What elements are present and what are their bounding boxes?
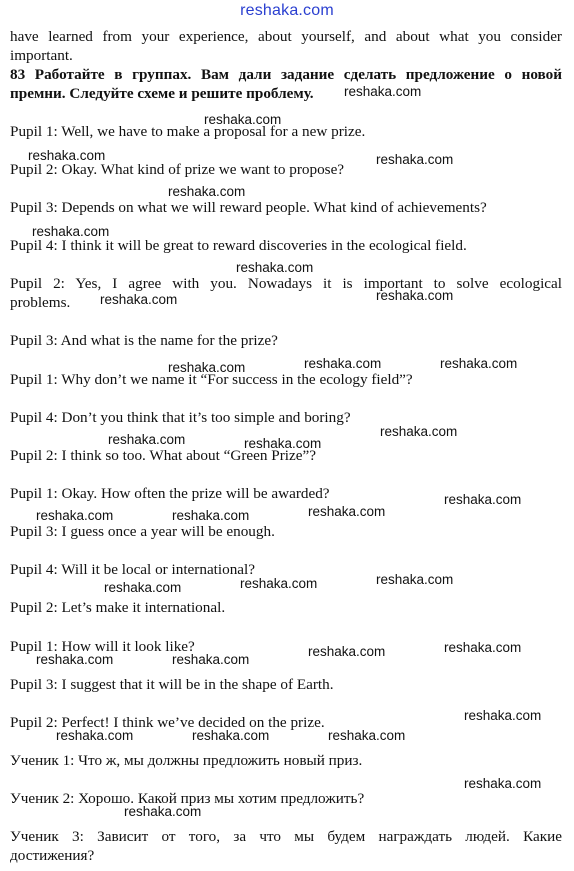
watermark: reshaka.com [464,776,542,791]
watermark: reshaka.com [172,508,250,523]
watermark: reshaka.com [308,644,386,659]
dialogue-line: Pupil 4: Will it be local or international? [10,561,256,578]
dialogue-line: Pupil 2: I think so too. What about “Green Prize”? [10,447,316,464]
watermark: reshaka.com [308,504,386,519]
watermark: reshaka.com [376,572,454,587]
task-heading: 83 Работайте в группах. Вам дали задание сделать предложение о новой [10,66,562,83]
dialogue-line: Pupil 2: Perfect! I think we’ve decided on the prize. [10,714,325,731]
dialogue-line: Pupil 1: Okay. How often the prize will be awarded? [10,485,330,502]
watermark: reshaka.com [328,728,406,743]
watermark: reshaka.com [36,508,114,523]
watermark: reshaka.com [36,652,114,667]
dialogue-line: problems. [10,294,71,311]
watermark: reshaka.com [464,708,542,723]
watermark: reshaka.com [108,432,186,447]
watermark: reshaka.com [32,224,110,239]
watermark: reshaka.com [192,728,270,743]
watermark: reshaka.com [444,492,522,507]
watermark: reshaka.com [124,804,202,819]
dialogue-line: Pupil 3: I suggest that it will be in the shape of Earth. [10,676,334,693]
watermark: reshaka.com [236,260,314,275]
watermark: reshaka.com [100,292,178,307]
dialogue-line: Ученик 1: Что ж, мы должны предложить новый приз. [10,752,363,769]
dialogue-line: Pupil 1: Well, we have to make a proposal for a new prize. [10,123,366,140]
intro-text-line: have learned from your experience, about yourself, and about what you consider [10,28,562,45]
dialogue-line: Pupil 1: How will it look like? [10,638,195,655]
watermark: reshaka.com [104,580,182,595]
watermark: reshaka.com [376,288,454,303]
watermark: reshaka.com [240,576,318,591]
dialogue-line: Pupil 2: Let’s make it international. [10,599,226,616]
watermark: reshaka.com [440,356,518,371]
dialogue-line: Pupil 3: And what is the name for the prize? [10,332,278,349]
dialogue-line: Ученик 3: Зависит от того, за что мы будем награждать людей. Какие [10,828,562,845]
watermark: reshaka.com [244,436,322,451]
watermark: reshaka.com [172,652,250,667]
intro-text-line: important. [10,47,73,64]
dialogue-line: Pupil 1: Why don’t we name it “For success in the ecology field”? [10,371,413,388]
watermark: reshaka.com [28,148,106,163]
watermark: reshaka.com [168,360,246,375]
dialogue-line: Pupil 3: I guess once a year will be enough. [10,523,275,540]
dialogue-line: Pupil 4: Don’t you think that it’s too simple and boring? [10,409,351,426]
dialogue-line: Pupil 2: Yes, I agree with you. Nowadays it is important to solve ecological [10,275,562,292]
site-watermark-header[interactable]: reshaka.com [240,2,334,19]
watermark: reshaka.com [444,640,522,655]
watermark: reshaka.com [168,184,246,199]
watermark: reshaka.com [376,152,454,167]
task-heading: премни. Следуйте схеме и решите проблему. [10,85,314,102]
dialogue-line: Pupil 4: I think it will be great to reward discoveries in the ecological field. [10,237,467,254]
watermark: reshaka.com [204,112,282,127]
dialogue-line: Ученик 2: Хорошо. Какой приз мы хотим предложить? [10,790,365,807]
watermark: reshaka.com [56,728,134,743]
watermark: reshaka.com [380,424,458,439]
dialogue-line: Pupil 3: Depends on what we will reward people. What kind of achievements? [10,199,487,216]
watermark: reshaka.com [344,84,422,99]
watermark: reshaka.com [304,356,382,371]
dialogue-line: Pupil 2: Okay. What kind of prize we want to propose? [10,161,345,178]
dialogue-line: достижения? [10,847,95,864]
